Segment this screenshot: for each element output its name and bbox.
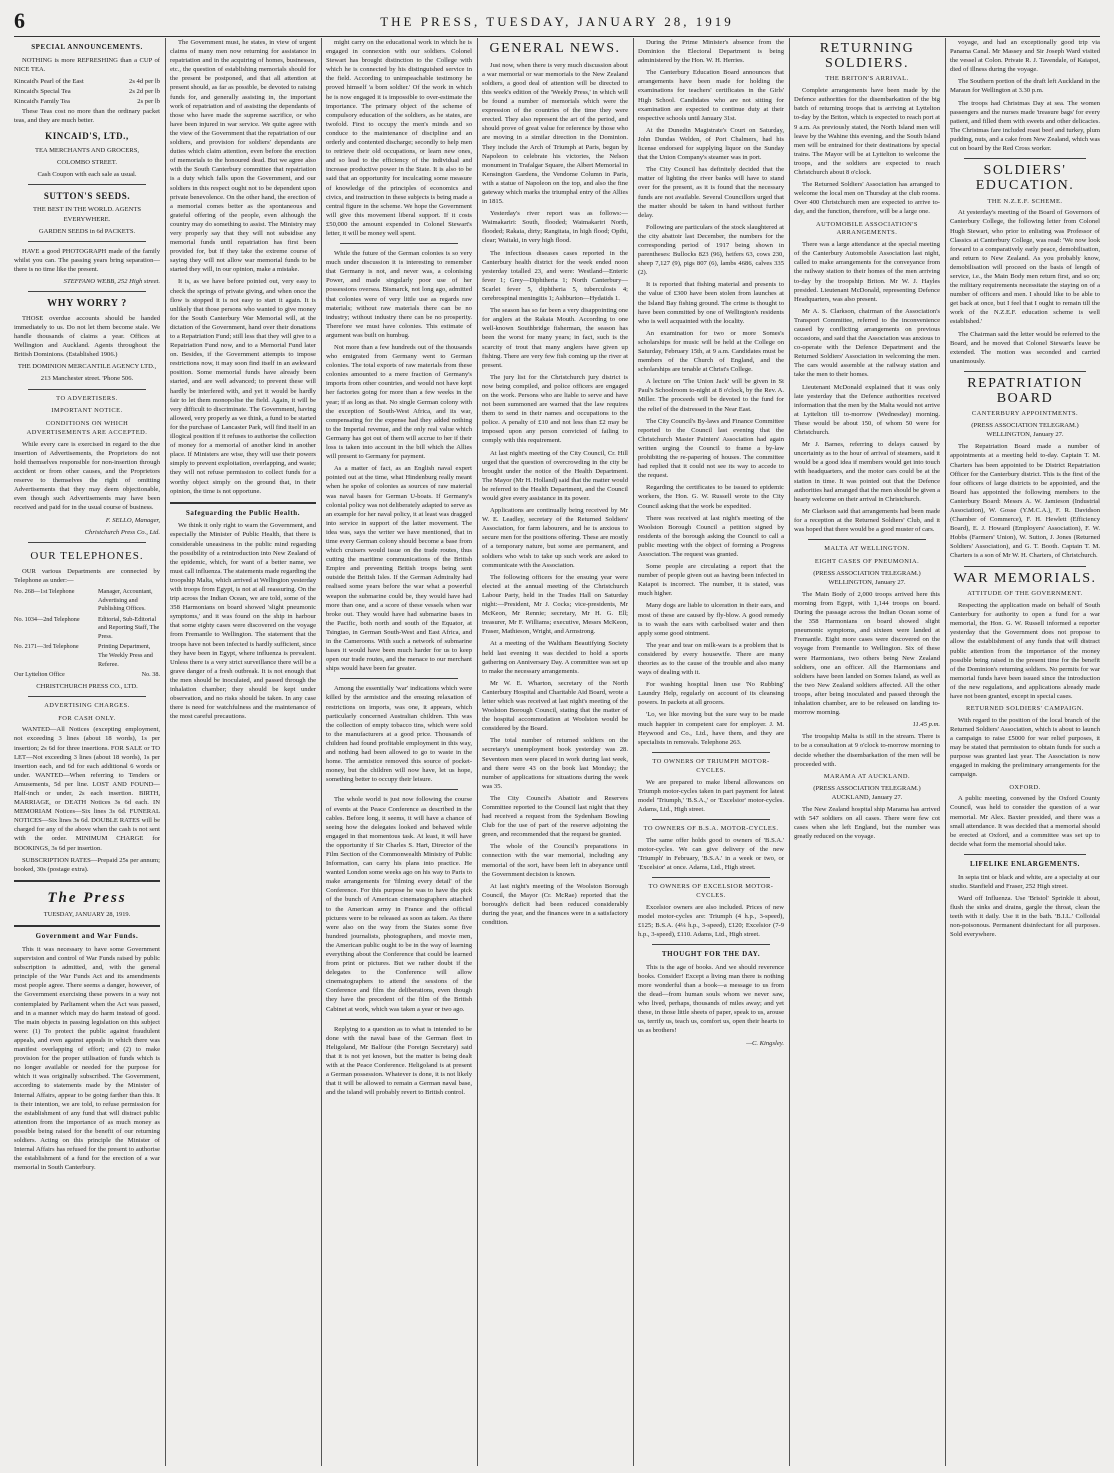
divider	[340, 1019, 458, 1020]
column-rule	[633, 38, 634, 1466]
editorial-continued: It is, as we have before pointed out, very easy to check the springs of private giving, and when once the flow is stopped it is not easy to start it again. It is unlikely that those persons who wanted to give money for the South Canterbury War Memorial will, at the dictation of the Government, hand over their donations to a Repatriation Fund; still less that they will give to a Repatriation Fund now, and to a Memorial Fund later on. Besides, if the Government attempts to impose restrictions now, it may soon find itself in an awkward position. Some memorial funds have already been started, and are well advanced; to prevent these will hardly be interfered with, and yet it would be hardly fair to let them monopolise the field. Again, it will be very difficult to discriminate. The Government, having allowed, very properly as we think, a fund to be started for the purchase of Lancaster Park, will find itself in an illogical position if it refuses to authorise the collection of money for a memorial of another kind in another place. If Ministers are wise, they will use their powers simply to prevent exploitation, overlapping, and waste; they will not refuse permission to collect funds for a worthy object simply on the ground that, in their opinion, the time is not opportune.	[170, 278, 316, 495]
columns	[14, 38, 1100, 1466]
news-item: The season has so far been a very disappointing one for anglers at the Rakaia Mouth. According to one well-known Southbridge fisherman, the season has been the worst for many years; in fact, such is the scarcity of trout that many anglers have given up fishing. There are very few fish coming up the river at present.	[482, 307, 628, 369]
column-1	[14, 38, 160, 1466]
news-item: For washing hospital linen use 'No Rubbing' Laundry Help, regularly on account of its cleansing powers. In packets at all grocers.	[638, 681, 784, 707]
marama-continued: The troops had Christmas Day at sea. The women passengers and the nurses made 'treasure bags' for every patient, and filled them with sweets and other delicacies. The Christmas fare included roast beef and turkey, plum pudding, nuts, and a cake from New Zealand, which was cut on board by the Red Cross worker.	[950, 99, 1100, 153]
kincaid-name: KINCAID'S, LTD.,	[45, 131, 129, 142]
tea-ad: NOTHING is more REFRESHING than a CUP of NICE TEA.	[14, 56, 160, 73]
malta-time: 11.45 p.m.	[912, 721, 940, 729]
news-item: The total number of returned soldiers on the secretary's unemployment book yesterday was 28. Seventeen men were placed in work during last week, and there were 43 on the book last Monday; the number of applications for situations during the week was 35.	[482, 737, 628, 790]
rsa-heading: RETURNED SOLDIERS' CAMPAIGN.	[965, 705, 1085, 713]
triumph-heading: TO OWNERS OF TRIUMPH MOTOR-CYCLES.	[652, 757, 770, 774]
malta-text: The Main Body of 2,000 troops arrived here this morning from Egypt, with 1,144 troops on board. During the passage across the Indian Ocean some of the 358 Harmonians on board showed slight pneumonic symptoms, and sixteen were landed at Fremantle. Eight more cases were discovered on the voyage from Fremantle to Wellington. Six of these were Harmonians, two others being New Zealand soldiers, one an officer. All the Harmonians and soldiers have been landed on Somes Island, as well as the two New Zealand soldiers affected. All the other troops, after being inoculated and passed through the inhalation chamber, are to be released on landing to-morrow morning.	[794, 590, 940, 717]
repatriation-heading: REPATRIATION BOARD	[967, 375, 1083, 406]
news-item: An examination for two or more Somes's scholarships for music will be held at the College on Saturday, February 15th, at 9 a.m. Candidates must be members of the Church of England, and the scholarships are tenable at Christ's College.	[638, 329, 784, 374]
news-item: Mr W. E. Wharton, secretary of the North Canterbury Hospital and Charitable Aid Board, wrote a letter which was received at last night's meeting of the Woolston Borough Council, stating that the matter of the hospital accommodation at Woolston would be considered by the Board.	[482, 679, 628, 733]
news-item: Following are particulars of the stock slaughtered at the city abattoir last December, the numbers for the corresponding period of 1917 being shown in parentheses: Bullocks 823 (96), heifers 63, cows 230, sheep 7,127 (9), pigs 807 (6), lambs 4686, calves 335 (2).	[638, 223, 784, 277]
divider	[28, 389, 146, 390]
advertisers-sub: IMPORTANT NOTICE.	[51, 407, 123, 415]
divider	[28, 184, 146, 185]
lifelike-text: In sepia tint or black and white, are a specialty at our studio. Stanfield and Fraser, 252 High street.	[950, 873, 1100, 890]
suttons-line: GARDEN SEEDS in 6d PACKETS.	[38, 227, 136, 235]
photo-signature: STEFFANO WEBB, 252 High street.	[63, 277, 160, 285]
excelsior-text: Excelsior owners are also included. Prices of new model motor-cycles are: Triumph (4 h.p., 3-speed), £125; B.S.A. (4¼ h.p., 3-speed), £120; Excelsior (7-9 h.p., 3-speed), £110. Adams, Ltd., High street.	[638, 903, 784, 939]
news-item: At a meeting of the Waltham Beautifying Society held last evening it was decided to hold a sports gathering on Anniversary Day. A committee was set up to make the necessary arrangements.	[482, 640, 628, 675]
divider	[964, 854, 1086, 855]
column-rule	[789, 38, 790, 1466]
editorial-note: While the future of the German colonies is so very much under discussion it is interesting to remember that Germany is not, and never was, a colonising Power, and made singularly poor use of her possessions oversea. Bismarck, not long ago, admitted that colonies were of very little use as regards raw materials; without raw materials there can be no industry; without industry there can be no prosperity. Therefore we must have colonies. This estimate of argument was built on humbug.	[326, 250, 472, 339]
conditions-heading: CONDITIONS ON WHICH ADVERTISEMENTS ARE ACCEPTED.	[26, 420, 148, 436]
news-item: The Canterbury Education Board announces that arrangements have been made for holding the examinations for teachers' certificates in the Girls' High School. Candidates who are not sitting for examination are expected to continue duty at their respective schools until January 31st.	[638, 69, 784, 122]
war-memorials-subheading: ATTITUDE OF THE GOVERNMENT.	[967, 590, 1083, 598]
news-item: There was received at last night's meeting of the Woolston Borough Council a petition signed by residents of the borough asking the Council to call a public meeting with the object of forming a Progress Association. The request was granted.	[638, 514, 784, 558]
war-memorials-heading: WAR MEMORIALS.	[953, 570, 1097, 586]
lifelike-heading: LIFELIKE ENLARGEMENTS.	[969, 859, 1081, 868]
phone-row: Our Lyttelton Office No. 38.	[14, 671, 160, 679]
divider	[340, 243, 458, 244]
article-paragraph: There was a large attendance at the special meeting of the Canterbury Automobile Association last night, called to make arrangements for the conveyance from the railway station to their homes of the men arriving to-day by the troopship Briton. Mr W. J. Hayles presided. Lieutenant McDonald, representing Defence Headquarters, was also present.	[794, 241, 940, 303]
divider	[28, 696, 146, 697]
divider	[652, 819, 770, 820]
education-subheading: THE N.Z.E.F. SCHEME.	[987, 197, 1063, 205]
repatriation-dateline: (PRESS ASSOCIATION TELEGRAM.) WELLINGTON, January 27.	[971, 422, 1079, 439]
marama-text: The New Zealand hospital ship Marama has arrived with 547 soldiers on all cases. There were few cot cases when she left England, but the number was greatly reduced on the voyage.	[794, 805, 940, 840]
automobile-subheading: AUTOMOBILE ASSOCIATION'S ARRANGEMENTS.	[816, 220, 918, 237]
news-item: The jury list for the Christchurch jury district is now being compiled, and police officers are engaged on the work. Persons who are liable to serve and have not been summoned are warned that the law requires them to send in their names and occupations to the police. A penalty of £10 and not less than £2 may be imposed upon any person convicted of failing to comply with this requirement.	[482, 373, 628, 445]
conditions-text: While every care is exercised in regard to the due insertion of Advertisements, the Proprietors do not hold themselves responsible for non-insertion through accident or from other causes, and the Proprietors reserve to themselves the right of omitting Advertisements that they may deem objectionable, even though such Advertisements may have been received and paid for in the usual course of business.	[14, 440, 160, 512]
column-rule	[477, 38, 478, 1466]
suttons-name: SUTTON'S SEEDS.	[43, 191, 131, 201]
tea-price-row: Kincaid's Pearl of the East 2s 4d per lb	[14, 77, 160, 85]
divider	[170, 502, 316, 504]
editorial-note: Not more than a few hundreds out of the thousands who emigrated from Germany went to German colonies. The total exports of raw materials from these colonies amounted to a mere fraction of Germany's imports from other countries, and would not have kept her factories going for more than a few weeks in the year; if as long as that. No single German colony with the exception of South-West Africa, and its war, compensating for the expense had they added nothing to the Imperial revenue, and the only real value which Germany has got out of them will accrue to her if their loss is taken into account in the bill which the Allies will present to Germany for payment.	[326, 344, 472, 461]
news-item: Applications are continually being received by Mr W. E. Leadley, secretary of the Returned Soldiers' Association, for farm labourers, and he is anxious to secure men for the positions offering. These are mostly of a temporary nature, but some are permanent, and soldiers who wish to take up such work are asked to communicate with the Association.	[482, 507, 628, 569]
returning-soldiers-heading: RETURNING SOLDIERS.	[819, 41, 915, 71]
repatriation-text: The Repatriation Board made a number of appointments at a meeting held to-day. Captain T. M. Charters has been appointed to be District Repatriation Officer for the Canterbury district. This is the first of the four officers of large districts to be appointed, and the Board has appointed the following members to the Canterbury Board: Messrs A. W. Jamieson (Industrial Association), W. Gosse (Y.M.C.A.), F. R. Davidson (Chamber of Commerce), F. H. Hewlett (Efficiency Board), E. J. Howard (Employers' Association), F. W. Hobbs (Farmers' Union), W. Sutton, J. Jones (Returned Soldiers' Association), and G. T. Booth. Captain T. M. Charters is a son of Mr W. H. Charters, of Christchurch.	[950, 443, 1100, 560]
column-rule	[321, 38, 322, 1466]
soldiers-education-heading: SOLDIERS' EDUCATION.	[975, 163, 1075, 193]
oxford-text: A public meeting, convened by the Oxford County Council, was held to consider the question of a war memorial. Mr Alex. Baxter presided, and there was a small attendance. It was decided that a memorial should be erected at Oxford, and a committee was set up to decide what form the memorial should take.	[950, 795, 1100, 848]
editorial-note: Replying to a question as to what is intended to be done with the naval base of the German fleet in Heligoland, Mr Balfour (the Foreign Secretary) said that it is not yet known, but the matter is being dealt with at the Peace Conference. Heligoland is at present a German possession. Whatever is done, it is not likely that it will be allowed to remain a German naval base, and the island will probably revert to British control.	[326, 1025, 472, 1097]
thought-text: This is the age of books. And we should reverence books. Consider! Except a living man there is nothing more wonderful than a book—a message to us from the dead—from human souls whom we never saw, who lived, perhaps, thousands of miles away; and yet these, in those little sheets of paper, speak to us, arouse us, terrify us, teach us, comfort us, open their hearts to us as brothers!	[638, 963, 784, 1035]
malta-more: The troopship Malta is still in the stream. There is to be a consultation at 9 o'clock to-morrow morning to decide whether the disembarkation of the men will be proceeded with.	[794, 733, 940, 768]
kincaid-line: Cash Coupon with each sale as usual.	[37, 170, 137, 178]
suttons-line: THE BEST IN THE WORLD. AGENTS EVERYWHERE.	[32, 206, 142, 223]
column-7	[950, 38, 1100, 1466]
editorial-note: The whole world is just now following the course of events at the Peace Conference as described in the cables. Before long, it seems, it will have a chance of seeing how the delegates looked and behaved while engaged in that momentous task. At least, it will have the opportunity if Sir Charles S. Hart, Director of the Film Section of the Commonwealth Ministry of Public Information, can carry his plans into practice. He wanted London some weeks ago on his way to Paris to make arrangements for 'filming every detail' of the Conference. For this purpose he was to have the pick of the bunch of American cinematographers attached to the American army in France and the official pictures were to be released as soon as taken. As there were also on the way from the States some five hundred journalists, photographers, and movie men, the American public ought to be in the way of learning everything about the Conference that could be learned from print or pictures. But we rather doubt if the delegates to the Conference will allow cinematographers to attend the sessions of the Conference and film the deliberations, even though they have the precedent of the film of the British Cabinet at work, which was taken a year or two ago.	[326, 796, 472, 1013]
divider	[652, 877, 770, 878]
repatriation-subheading: CANTERBURY APPOINTMENTS.	[971, 410, 1079, 418]
news-item: Yesterday's river report was as follows:—Waimakariri: South, flooded; Waimakariri North, flooded; Rakaia, dirty; Rangitata, in high flood; Opihi, clear; Waitaki, in very high flood.	[482, 210, 628, 245]
special-announcements-heading: SPECIAL ANNOUNCEMENTS.	[31, 43, 143, 51]
news-item: A lecture on 'The Union Jack' will be given in St Paul's Schoolroom to-night at 8 o'clock, by the Rev. A. Miller. The proceeds will be devoted to the fund for the relief of the distressed in the Near East.	[638, 378, 784, 413]
divider	[28, 291, 146, 292]
news-item: The whole of the Council's preparations in connection with the war memorial, including any memorial of the sort, have been left in abeyance until the Government decision is known.	[482, 843, 628, 878]
oxford-heading: OXFORD.	[1009, 783, 1041, 791]
tea-note: These Teas cost no more than the ordinary packet teas, and they are much better.	[14, 108, 160, 125]
divider	[964, 566, 1086, 567]
news-item: At last night's meeting of the Woolston Borough Council, the Mayor (Cr. McRae) reported that the borough's deficit had been reduced considerably during the year, and the finances were in a satisfactory condition.	[482, 882, 628, 927]
marama-dateline: (PRESS ASSOCIATION TELEGRAM.) AUCKLAND, January 27.	[813, 784, 921, 801]
column-6	[794, 38, 940, 1466]
news-item: The City Council's Abattoir and Reserves Committee reported to the Council last night that they had received a request from the Sydenham Bowling Club for the use of part of the reserve adjoining the green, and recommended that the request be granted.	[482, 794, 628, 839]
news-item: Regarding the certificates to be issued to epidemic workers, the Hon. G. W. Russell wrote to the City Council asking that the work be expedited.	[638, 484, 784, 510]
marama-heading: MARAMA AT AUCKLAND.	[823, 772, 911, 780]
subscription-text: SUBSCRIPTION RATES—Prepaid 25s per annum; booked, 30s (postage extra).	[14, 856, 160, 873]
education-text: The Chairman said the letter would be referred to the Board, and he moved that Colonel Stewart's leave be extended. The motion was seconded and carried unanimously.	[950, 330, 1100, 365]
triumph-text: We are prepared to make liberal allowances on Triumph motor-cycles taken in part payment for latest model 'Triumph,' 'B.S.A.,' or 'Excelsior' motor-cycles. Adams, Ltd., High street.	[638, 778, 784, 813]
column-2	[170, 38, 316, 1466]
column-rule	[165, 38, 166, 1466]
worry-signature: 213 Manchester street. 'Phone 506.	[40, 375, 134, 383]
divider	[808, 539, 926, 540]
news-item: It is reported that fishing material and presents to the value of £300 have been stolen from launches at the Island Bay fishing ground. The crime is thought to have been committed by one of Wellington's residents who is well acquainted with the locality.	[638, 281, 784, 325]
article-paragraph: Mr A. S. Clarkson, chairman of the Association's Transport Committee, referred to the inconvenience caused by conflicting arrangements on previous occasions, and said that the Association was anxious to co-operate with the Defence Department and the Returned Soldiers' Association in welcoming the men. The cars would assemble at the railway station and take the men to their homes.	[794, 307, 940, 379]
divider	[14, 925, 160, 927]
news-item: Just now, when there is very much discussion about a war memorial or war memorials to the New Zealand soldiers, a good deal of attention will be directed to this week's edition of the 'Weekly Press,' in which will be found a number of memorials which were the expression of the countries of the time they were erected. They also represent the art of the period, and should prove of great value for reference by those who are moving in a similar direction in the Dominion. They include the Arch of Triumph at Paris, begun by Napoleon to celebrate his victories, the Nelson monument in Trafalgar Square, the Albert Memorial in Kensington Gardens, the Vendome Column in Paris, with a statue of Napoleon on the top, and also the fine gateway which marks the triumphal entry of the Allies in 1815.	[482, 61, 628, 206]
marama-continued: The Southern portion of the draft left Auckland in the Maraun for Wellington at 3.30 p.m.	[950, 78, 1100, 95]
malta-subheading: EIGHT CASES OF PNEUMONIA.	[814, 557, 920, 565]
divider	[340, 678, 458, 679]
phone-row: No. 1034—2nd Telephone Editorial, Sub-Editorial and Reporting Staff, The Press.	[14, 615, 160, 640]
divider	[28, 542, 146, 543]
malta-heading: MALTA AT WELLINGTON.	[824, 545, 910, 553]
marama-continued: voyage, and had an exceptionally good trip via Panama Canal. Mr Massey and Sir Joseph Ward visited the vessel at Colon. Private R. J. Tavendale, of Kaiapoi, died of illness during the voyage.	[950, 39, 1100, 74]
malta-dateline: (PRESS ASSOCIATION TELEGRAM.) WELLINGTON, January 27.	[813, 569, 921, 586]
news-item: At the Dunedin Magistrate's Court on Saturday, John Dundas Welden, of Port Chalmers, had his license endorsed for supplying liquor on the Sunday that the Union Company's steamer was in port.	[638, 126, 784, 162]
article-paragraph: Mr Clarkson said that arrangements had been made for a reception at the Returned Soldiers' Club, and it was hoped that there would be a good muster of cars.	[794, 507, 940, 533]
press-logo: The Press	[47, 889, 127, 906]
kincaid-line: TEA MERCHANTS AND GROCERS,	[34, 146, 140, 154]
news-item: Some people are circulating a report that the number of people given out as having been infected in Kaiapoi is incorrect. The number, it is stated, was much higher.	[638, 563, 784, 598]
influenza-ad: Ward off Influenza. Use 'Bristol' Sprinkle it about, flush the sinks and drains, gargle the throat, clean the teeth with it daily. Use it in the bath. 'B.I.L.' Colloidal non-poisonous. Permanent disinfectant for all purposes. Sold everywhere.	[950, 894, 1100, 939]
bsa-text: The same offer holds good to owners of 'B.S.A.' motor-cycles. We can give delivery of the new 'Triumph' in February, 'B.S.A.' in a week or two, or 'Excelsior' at once. Adams, Ltd., High street.	[638, 836, 784, 871]
article-paragraph: Complete arrangements have been made by the Defence authorities for the disembarkation of the big batch of returning troops that is arriving at Lyttelton to-day by the Briton, which is expected to reach port at 9 a.m. As previously stated, the North Island men will leave by the Wahine this evening, and the South Island men will be entrained for their destinations by special trains. The Mayor will be at Lyttelton to welcome the troops, and the soldiers are expected to reach Christchurch about 8 o'clock.	[794, 87, 940, 177]
news-item: The infectious diseases cases reported in the Canterbury health district for the week ended noon yesterday totalled 23, and were: Westland—Enteric fever 1; Grey—Diphtheria 1; North Canterbury—Scarlet fever 5, diphtheria 5, tuberculosis 4; cerebrospinal meningitis 1; Ashburton—Hydatids 1.	[482, 249, 628, 303]
thought-signature: —C. Kingsley.	[746, 1039, 784, 1047]
phones-footer: CHRISTCHURCH PRESS CO., LTD.	[36, 682, 138, 690]
charges-text: WANTED—All Notices (excepting employment, not exceeding 3 lines (about 18 words), 1s per insertion; 2s 6d for three insertions. FOR SALE or TO LET—Not exceeding 3 lines (about 18 words), 1s per insertion each, and 6d for each additional 6 words or under. WANTED—When referring to Tenders or Amusements, 5d per line. LOST AND FOUND—Half-inch or under, 2s each insertion. BIRTH, MARRIAGE, or DEATH Notices 3s 6d each. IN MEMORIAM Notices—Six lines 3s 6d. FUNERAL NOTICES—Six lines 3s 6d. DOUBLE RATES will be charged for any of the above when the cash is not sent with the order. MINIMUM CHARGE for BOOKINGS, 3s 6d per insertion.	[14, 726, 160, 852]
news-item: The City Council's By-laws and Finance Committee reported to the Council last evening that the Christchurch Master Painters' Association had again written urging the Council to frame a by-law prohibiting the re-papering of houses. The committee had replied that it could not see its way to accede to the request.	[638, 417, 784, 480]
kincaid-line: COLOMBO STREET.	[57, 158, 117, 166]
column-4	[482, 38, 628, 1466]
page-number: 6	[14, 8, 25, 33]
divider	[964, 158, 1086, 159]
divider	[652, 752, 770, 753]
editorial-continued: The Government must, he states, in view of urgent claims of many men now returning for assistance in repatriation and in the acquiring of homes, businesses, etc., the question of establishing memorials should for the present be postponed, and that all attention at present should, as far as possible, be devoted to raising funds for, and generally assisting in, the important work of repatriation and of assisting the dependants of those who have made the supreme sacrifice, or who have been injured in war service. We quite agree with the view of the Government that the repatriation of our soldiers, and provision for soldiers' dependants are duties which claim attention, even before the erection of memorials to the honoured dead. But we agree also with the South Canterbury committee that repatriation is a duty which falls upon the Government, and our soldiers in this respect ought not to be dependent upon private benevolence. On the other hand, the erection of a memorial comes better as the spontaneous and grateful offering of the people, even although the country may do something to assist. The Ministry may very properly say that they will not subsidise any memorial funds until repatriation has first been provided for, but if they take the extreme course of saying they will not allow war memorial funds to be started they will, in our opinion, make a mistake.	[170, 39, 316, 274]
telephones-heading: OUR TELEPHONES.	[30, 549, 144, 562]
phone-row: No. 2171—3rd Telephone Printing Department, The Weekly Press and Referee.	[14, 643, 153, 668]
masthead	[14, 6, 1100, 37]
health-heading: Safeguarding the Public Health.	[185, 508, 301, 517]
charges-sub: FOR CASH ONLY.	[58, 714, 116, 722]
editorial-text: This it was necessary to have some Government supervision and control of War Funds raised by public subscription is admitted, and, with the general principle of the War Funds Act and its amendments most people agree. There seems a danger, however, of the Government exercising these powers in a way not contemplated by Parliament when the Act was passed, and in a manner which may do harm instead of good. The main objects in passing legislation on this subject were: (1) To protect the public against fraudulent appeals, and even against appeals in which there was manifest overlapping of effort; and (2) to make provision for the proper utilisation of funds which is no longer available or needed for the purpose for which it was originally subscribed. The Government, according to statements made by the Minister of Internal Affairs, appear to be going farther than this. It is their intention, we are told, to refuse permission for the establishment of any fund that will distract public attention from the importance of as much money as possible being raised for the benefit of our returning soldiers. Acting on this principle the Minister of Internal Affairs has refused for the present to authorise the establishment of a fund for the erection of a war memorial in South Canterbury.	[14, 946, 160, 1172]
article-paragraph: Mr J. Barnes, referring to delays caused by uncertainty as to the hour of arrival of steamers, said it would be a good idea if members would get into touch with headquarters, and the motor cars could be at the station in time. It was pointed out that the Defence authorities had arranged that the men should be given a hearty welcome on their arrival in Christchurch.	[794, 441, 940, 503]
excelsior-heading: TO OWNERS OF EXCELSIOR MOTOR-CYCLES.	[648, 883, 774, 899]
press-date: TUESDAY, JANUARY 28, 1919.	[43, 910, 131, 918]
thought-heading: THOUGHT FOR THE DAY.	[661, 950, 761, 959]
divider	[14, 880, 160, 882]
briton-subheading: THE BRITON'S ARRIVAL.	[825, 75, 909, 83]
divider	[28, 241, 146, 242]
news-item: During the Prime Minister's absence from the Dominion the Electoral Department is being administered by the Hon. W. H. Herries.	[638, 39, 784, 65]
war-memorials-text: Respecting the application made on behalf of South Canterbury for authority to open a fund for a war memorial, the Hon. G. W. Russell informed a reporter yesterday that the Government does not propose to allow the establishment of any funds that will distract public attention from the importance of the money possible being raised in the present time for the benefit of the Dominion's returning soldiers. No permits for war memorial funds have been issued since the introduction of the new regulations, and applications already made have not been granted, except in special cases.	[950, 602, 1100, 700]
education-text: At yesterday's meeting of the Board of Governors of Canterbury College, the following letter from Colonel Hugh Stewart, who prior to enlisting was Professor of Classics at Canterbury College, was read: 'We now look forward to a comparatively early peace, demobilisation, and return to New Zealand. As you probably know, demobilisation will proceed on the basis of length of service, i.e., the Main Body men return first, and so on; the military requirements necessitate the staying on of a number of officers and men. I should like to be able to get back at once, but I feel that I ought to remain till the work of the N.Z.E.F. education scheme is well established.'	[950, 209, 1100, 326]
article-paragraph: The Returned Soldiers' Association has arranged to welcome the local men on Thursday at the club rooms. Over 400 Christchurch men are expected to arrive to-day, and the function, therefore, will be a large one.	[794, 181, 940, 216]
tea-price-row: Kincaid's Family Tea 2s per lb	[14, 98, 160, 106]
worry-signature: THE DOMINION MERCANTILE AGENCY LTD.,	[17, 363, 157, 371]
masthead-title: THE PRESS, TUESDAY, JANUARY 28, 1919	[380, 14, 734, 29]
news-item: At last night's meeting of the City Council, Cr. Hill urged that the question of overcrowding in the city be brought under the notice of the Health Department. The Mayor (Mr H. Holland) said that the matter would be referred to the Health Department, and the Council would give every assistance in its power.	[482, 449, 628, 502]
editorial-note: Among the essentially 'war' indications which were killed by the armistice and the ensuing relaxation of restrictions on imports, was one, it appears, which particularly concerned Australian children. This was the collection of empty tobacco tins, which were sold to the manufacturers at a good price. Thousands of children had found profitable employment in this way, and nothing had been allowed to go to waste in the home. The armistice removed this source of pocket-money, but the children will now have, let us hope, something better to occupy their leisure.	[326, 685, 472, 784]
editorial-note: As a matter of fact, as an English naval expert pointed out at the time, what Hindenburg really meant when he spoke of colonies as sources of raw material was naval bases for German U-boats. If Germany's colonial policy was not deliberately adapted to serve as an example for her naval policy, it at least was dragged into service in support of the latter movement. The idea was, says the writer we have mentioned, that in time every German colony should become a base from which cruisers would issue on the trade routes, thus cutting the maritime communications of the British Empire and preventing British troops being sent outside the British Isles. If the German Admiralty had realised some years before the war what a powerful weapon the submarine could be, they would have had more than one, and a score of these vessels when war broke out. They would have had submarine bases in the Pacific, both north and south of the Equator, at Tsingtao, in German South-West and East Africa, and in the Cameroons. With such a network of submarine bases it would have been much harder for us to keep open our trade routes, and the menace to our merchant ships would have been far greater.	[326, 465, 472, 673]
advertisers-heading: TO ADVERTISERS.	[56, 394, 118, 402]
divider	[340, 789, 458, 790]
tea-price-row: Kincaid's Special Tea 2s 2d per lb	[14, 87, 160, 95]
article-paragraph: Lieutenant McDonald explained that it was only late yesterday that the Defence authorities received information that the men by the Malta would not arrive at Lyttelton till to-morrow (Wednesday) morning. These would be about 150, of whom 50 were for Christchurch.	[794, 383, 940, 437]
divider	[964, 371, 1086, 372]
news-item: The following officers for the ensuing year were elected at the annual meeting of the Christchurch Labour Party, held in the Trades Hall on Saturday night:—President, Mr J. Cocks; vice-presidents, Mr McKeon, Mr Rennie; secretary, Mr H. G. Ell; treasurer, Mr F. Williams; executive, Messrs McKeon, Fraser, Mathieson, Wright, and Armstrong.	[482, 573, 628, 636]
worry-heading: WHY WORRY ?	[47, 298, 127, 310]
news-item: The year and tear on milk-wars is a problem that is considered by every housewife. There are many theories as to the cause of the trouble and also many ways of dealing with it.	[638, 641, 784, 677]
conditions-signature: F. SELLO, Manager,	[105, 516, 160, 524]
phone-row: No. 268—1st Telephone Manager, Accountant, Advertising and Publishing Offices.	[14, 588, 153, 613]
editorial-heading: Government and War Funds.	[35, 932, 139, 941]
worry-text: THOSE overdue accounts should be handed immediately to us. Do not let them become stale. We handle thousands of claims a year. Offices at Wellington and Auckland. Agents throughout the British Dominions. (Established 1906.)	[14, 314, 160, 359]
column-5	[638, 38, 784, 1466]
bsa-heading: TO OWNERS OF B.S.A. MOTOR-CYCLES.	[643, 824, 779, 832]
editorial-note: might carry on the educational work in which he is engaged in connexion with our soldiers. Colonel Stewart has brought distinction to the College with which he is connected by his distinguished service in the field. According to unimpeachable testimony he proved himself 'a born soldier.' Of the work in which he is now engaged it is impossible to over-estimate the importance. The primary object of the scheme of compulsory education of the soldiers, as he states, are twofold. First to occupy the men's minds and so conduce to the maintenance of discipline and an orderly and contented discharge; secondly to help men to retrieve their old occupations, or learn new ones, and so lead to the efficiency of the individual and increase productive power in the State. It is also to be said that an opportunity for inculcating some measure of knowledge of the principles of economics and civics, and instruction in these subjects is being made a central figure in the scheme. We hope the Government will give this movement liberal support. If it costs £50,000 the amount expended in Colonel Stewart's letter, it will be money well spent.	[326, 39, 472, 237]
rsa-text: With regard to the position of the local branch of the Returned Soldiers' Association, which is about to launch a campaign to raise £5000 for war relief purposes, it may be stated that permission to obtain funds for such a purpose was granted last year. The Association is now engaged in making the preliminary arrangements for the campaign.	[950, 716, 1100, 779]
photo-ad: HAVE a good PHOTOGRAPH made of the family whilst you can. The passing years bring separation—there is no time like the present.	[14, 247, 160, 273]
news-item: Many dogs are liable to ulceration in their ears, and most of these are caused by fly-blow. A good remedy is to wash the ears with carbolised water and then apply some good ointment.	[638, 602, 784, 637]
conditions-signature: Christchurch Press Co., Ltd.	[84, 528, 160, 536]
charges-heading: ADVERTISING CHARGES.	[44, 701, 130, 709]
divider	[652, 944, 770, 945]
health-text: We think it only right to warn the Government, and especially the Minister of Public Health, that there is considerable uneasiness in the public mind regarding the possibility of a reintroduction into New Zealand of the epidemic, which, for want of a better name, we must call influenza. The statements made regarding the troopship Malta, which arrived at Wellington yesterday with troops from Egypt, is not at all reassuring. On the trip across the Indian Ocean, we are told, some of the 358 Harmonians on board showed 'slight pneumonic symptoms,' and it was found on the ship in harbour that some eighty cases were discovered on the voyage from Fremantle to Wellington. The statement that the troops have not been infected is hardly sufficient, since they have been in Egypt, where influenza is prevalent. Unless there is a very strict surveillance there will be a grave danger of a fresh outbreak. It is not enough that the men should be inoculated, and passed through the inhalation chamber; they should be kept under observation, and no risks should be taken. In any case there is need for watchfulness and the maintenance of the most careful precautions.	[170, 522, 316, 721]
news-item: 'Lo, we like moving but the sure way to be made much happier in competent care for employer. J. M. Heywood and Co., Ltd., have them, and they are specialists in removals. Telephone 263.	[638, 711, 784, 746]
news-item: The City Council has definitely decided that the matter of lighting the river banks will have to stand over for the present, as it is found that the necessary funds are not available. Several Councillors urged that the matter should be taken in hand without further delay.	[638, 166, 784, 219]
general-news-heading: GENERAL NEWS.	[489, 41, 621, 56]
column-3	[326, 38, 472, 1466]
telephones-intro: OUR various Departments are connected by Telephone as under:—	[14, 567, 160, 585]
column-rule	[945, 38, 946, 1466]
